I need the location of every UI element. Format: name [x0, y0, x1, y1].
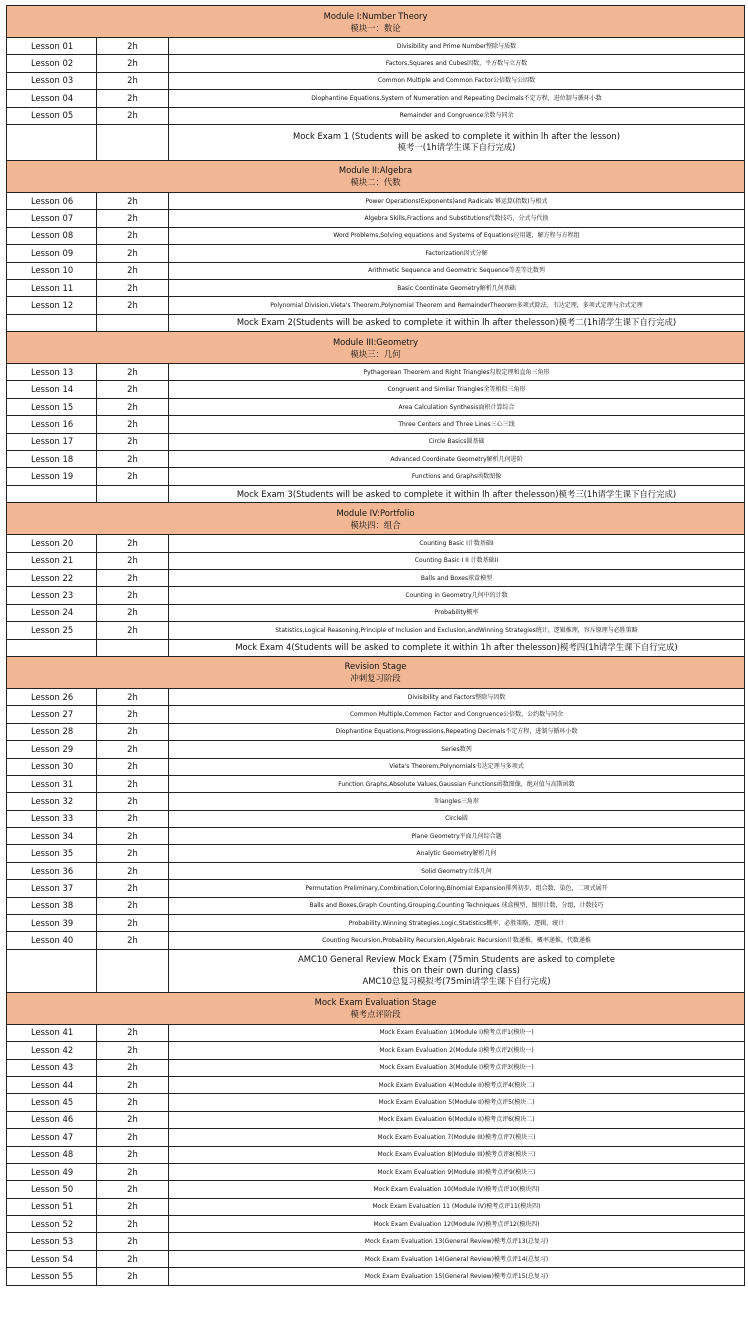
mock-exam-text: [169, 639, 745, 656]
lesson-number: Lesson 46: [7, 1111, 97, 1128]
lesson-topic: Word Problems,Solving equations and Systems of Equations应用题，解方程与方程组: [169, 227, 745, 244]
lesson-number: Lesson 39: [7, 915, 97, 932]
lesson-number: Lesson 35: [7, 845, 97, 862]
lesson-row: [7, 107, 745, 124]
section-title: Module I:Number Theory: [323, 10, 428, 21]
lesson-topic: Balls and Boxes,Graph Counting,Grouping,Counting Techniques 球盒模型，图形计数，分组，计数技巧: [169, 897, 745, 914]
lesson-number: Lesson 52: [7, 1216, 97, 1233]
lesson-topic: Counting Basic I II 计数基础II: [169, 552, 745, 569]
lesson-topic: Mock Exam Evaluation 6(Module II)模考点评6(模块二): [169, 1111, 745, 1128]
lesson-row: [7, 1146, 745, 1163]
lesson-hours: 2h: [97, 1094, 169, 1111]
lesson-number: Lesson 16: [7, 416, 97, 433]
mock-empty-cell: [7, 124, 97, 160]
section-header-cell: [7, 503, 745, 535]
lesson-number: Lesson 40: [7, 932, 97, 949]
lesson-row: [7, 1268, 745, 1285]
mock-exam-line: AMC10 General Review Mock Exam (75min Students are asked to complete: [298, 954, 615, 965]
lesson-number: Lesson 24: [7, 604, 97, 621]
lesson-row: [7, 192, 745, 209]
lesson-hours: 2h: [97, 587, 169, 604]
lesson-row: [7, 398, 745, 415]
lesson-row: [7, 1059, 745, 1076]
lesson-topic: Congruent and Similar Triangles全等相似三角形: [169, 381, 745, 398]
lesson-hours: 2h: [97, 297, 169, 314]
lesson-number: Lesson 42: [7, 1042, 97, 1059]
lesson-hours: 2h: [97, 775, 169, 792]
lesson-number: Lesson 34: [7, 828, 97, 845]
lesson-topic: Mock Exam Evaluation 3(Module I)模考点评3(模块一): [169, 1059, 745, 1076]
lesson-hours: 2h: [97, 210, 169, 227]
mock-empty-cell: [7, 949, 97, 992]
lesson-topic: Counting Basic I计数基础I: [169, 535, 745, 552]
lesson-row: [7, 810, 745, 827]
section-subtitle: 模块四：组合: [350, 519, 401, 530]
mock-exam-line: Mock Exam 1 (Students will be asked to complete it within lh after the lesson): [293, 131, 620, 142]
lesson-number: Lesson 27: [7, 706, 97, 723]
lesson-number: Lesson 49: [7, 1163, 97, 1180]
lesson-hours: 2h: [97, 279, 169, 296]
lesson-hours: 2h: [97, 1250, 169, 1267]
lesson-number: Lesson 22: [7, 569, 97, 586]
lesson-topic: Mock Exam Evaluation 1(Module I)模考点评1(模块一): [169, 1024, 745, 1041]
lesson-topic: Probability概率: [169, 604, 745, 621]
lesson-topic: Functions and Graphs函数图像: [169, 468, 745, 485]
section-subtitle: 模块三：几何: [350, 348, 401, 359]
lesson-hours: 2h: [97, 758, 169, 775]
lesson-hours: 2h: [97, 398, 169, 415]
lesson-hours: 2h: [97, 262, 169, 279]
lesson-row: [7, 932, 745, 949]
mock-exam-line: 模考一(1h请学生课下自行完成): [397, 142, 516, 153]
mock-exam-text: [169, 485, 745, 502]
lesson-number: Lesson 09: [7, 245, 97, 262]
lesson-row: [7, 72, 745, 89]
lesson-number: Lesson 17: [7, 433, 97, 450]
mock-empty-cell: [97, 949, 169, 992]
lesson-topic: Three Centers and Three Lines三心三线: [169, 416, 745, 433]
mock-empty-cell: [97, 314, 169, 331]
lesson-topic: Mock Exam Evaluation 13(General Review)模考点评13(总复习): [169, 1233, 745, 1250]
lesson-hours: 2h: [97, 1233, 169, 1250]
lesson-row: [7, 897, 745, 914]
lesson-topic: Common Multiple and Common Factor公倍数与公因数: [169, 72, 745, 89]
lesson-number: Lesson 43: [7, 1059, 97, 1076]
lesson-number: Lesson 13: [7, 364, 97, 381]
lesson-row: [7, 758, 745, 775]
mock-exam-row: [7, 639, 745, 656]
lesson-row: [7, 1233, 745, 1250]
lesson-hours: 2h: [97, 828, 169, 845]
lesson-row: [7, 364, 745, 381]
lesson-number: Lesson 10: [7, 262, 97, 279]
lesson-topic: Algebra Skills,Fractions and Substitutions代数技巧，分式与代换: [169, 210, 745, 227]
lesson-row: [7, 862, 745, 879]
lesson-number: Lesson 51: [7, 1198, 97, 1215]
lesson-row: [7, 279, 745, 296]
course-schedule: [6, 5, 744, 1286]
mock-exam-line: Mock Exam 4(Students will be asked to complete it within 1h after thelesson)模考四(1h请学生课下自行完成): [235, 642, 678, 653]
lesson-topic: Permutation Preliminary,Combination,Coloring,Binomial Expansion排列初步，组合数，染色，二项式展开: [169, 880, 745, 897]
lesson-hours: 2h: [97, 932, 169, 949]
lesson-hours: 2h: [97, 552, 169, 569]
lesson-hours: 2h: [97, 706, 169, 723]
lesson-topic: Factors,Squares and Cubes因数，平方数与立方数: [169, 55, 745, 72]
lesson-hours: 2h: [97, 741, 169, 758]
section-header-cell: [7, 160, 745, 192]
section-title: Module IV:Portfolio: [336, 507, 415, 518]
lesson-number: Lesson 14: [7, 381, 97, 398]
lesson-topic: Mock Exam Evaluation 11 (Module IV)模考点评11(模块四): [169, 1198, 745, 1215]
lesson-number: Lesson 48: [7, 1146, 97, 1163]
mock-exam-text: [169, 124, 745, 160]
lesson-number: Lesson 33: [7, 810, 97, 827]
lesson-row: [7, 1181, 745, 1198]
lesson-hours: 2h: [97, 1216, 169, 1233]
section-header-cell: [7, 332, 745, 364]
section-header: [7, 6, 745, 38]
lesson-number: Lesson 11: [7, 279, 97, 296]
lesson-topic: Pythagorean Theorem and Right Triangles勾股定理和直角三角形: [169, 364, 745, 381]
lesson-row: [7, 90, 745, 107]
section-header: [7, 503, 745, 535]
lesson-row: [7, 1216, 745, 1233]
lesson-hours: 2h: [97, 227, 169, 244]
mock-empty-cell: [97, 124, 169, 160]
lesson-row: [7, 828, 745, 845]
lesson-number: Lesson 53: [7, 1233, 97, 1250]
mock-exam-row: [7, 485, 745, 502]
lesson-row: [7, 416, 745, 433]
section-subtitle: 模考点评阶段: [350, 1009, 401, 1020]
lesson-number: Lesson 18: [7, 451, 97, 468]
mock-empty-cell: [7, 314, 97, 331]
lesson-topic: Plane Geometry平面几何综合题: [169, 828, 745, 845]
mock-exam-line: Mock Exam 2(Students will be asked to complete it within lh after thelesson)模考二(1h请学生课下自行完成): [236, 317, 677, 328]
lesson-row: [7, 227, 745, 244]
lesson-row: [7, 1129, 745, 1146]
lesson-number: Lesson 31: [7, 775, 97, 792]
lesson-number: Lesson 26: [7, 688, 97, 705]
lesson-topic: Triangles三角形: [169, 793, 745, 810]
lesson-number: Lesson 41: [7, 1024, 97, 1041]
section-header: [7, 992, 745, 1024]
mock-exam-row: [7, 949, 745, 992]
lesson-topic: Mock Exam Evaluation 5(Module II)模考点评5(模块二): [169, 1094, 745, 1111]
lesson-number: Lesson 29: [7, 741, 97, 758]
lesson-topic: Circle Basics圆基础: [169, 433, 745, 450]
section-subtitle: 模块二：代数: [350, 177, 401, 188]
lesson-hours: 2h: [97, 793, 169, 810]
lesson-hours: 2h: [97, 845, 169, 862]
lesson-row: [7, 38, 745, 55]
lesson-topic: Solid Geometry立体几何: [169, 862, 745, 879]
lesson-topic: Statistics,Logical Reasoning,Principle of Inclusion and Exclusion,andWinning Strategies统计，逻辑推理，容斥原理与必胜策略: [169, 622, 745, 639]
section-header-cell: [7, 992, 745, 1024]
lesson-topic: Remainder and Congruence余数与同余: [169, 107, 745, 124]
section-header-cell: [7, 6, 745, 38]
lesson-topic: Counting in Geometry几何中的计数: [169, 587, 745, 604]
lesson-topic: Mock Exam Evaluation 9(Module III)模考点评9(模块三): [169, 1163, 745, 1180]
mock-exam-text: [169, 949, 745, 992]
lesson-hours: 2h: [97, 381, 169, 398]
lesson-topic: Advanced Coordinate Geometry解析几何进阶: [169, 451, 745, 468]
lesson-number: Lesson 03: [7, 72, 97, 89]
lesson-hours: 2h: [97, 1268, 169, 1285]
lesson-hours: 2h: [97, 1059, 169, 1076]
lesson-number: Lesson 21: [7, 552, 97, 569]
lesson-row: [7, 604, 745, 621]
lesson-number: Lesson 32: [7, 793, 97, 810]
lesson-number: Lesson 04: [7, 90, 97, 107]
lesson-topic: Mock Exam Evaluation 4(Module II)模考点评4(模块二): [169, 1076, 745, 1093]
lesson-topic: Counting Recursion,Probability Recursion,Algebraic Recursion计数递推，概率递推，代数递推: [169, 932, 745, 949]
lesson-hours: 2h: [97, 915, 169, 932]
lesson-row: [7, 775, 745, 792]
lesson-hours: 2h: [97, 1024, 169, 1041]
lesson-number: Lesson 47: [7, 1129, 97, 1146]
section-header: [7, 160, 745, 192]
lesson-hours: 2h: [97, 1129, 169, 1146]
lesson-hours: 2h: [97, 451, 169, 468]
lesson-row: [7, 723, 745, 740]
lesson-topic: Mock Exam Evaluation 2(Module I)模考点评2(模块一): [169, 1042, 745, 1059]
lesson-hours: 2h: [97, 1181, 169, 1198]
lesson-topic: Series数列: [169, 741, 745, 758]
lesson-row: [7, 793, 745, 810]
section-header: [7, 656, 745, 688]
lesson-row: [7, 210, 745, 227]
lesson-number: Lesson 54: [7, 1250, 97, 1267]
lesson-topic: Mock Exam Evaluation 15(General Review)模考点评15(总复习): [169, 1268, 745, 1285]
lesson-number: Lesson 25: [7, 622, 97, 639]
lesson-hours: 2h: [97, 897, 169, 914]
lesson-row: [7, 688, 745, 705]
lesson-hours: 2h: [97, 55, 169, 72]
lesson-row: [7, 245, 745, 262]
lesson-number: Lesson 36: [7, 862, 97, 879]
lesson-number: Lesson 12: [7, 297, 97, 314]
lesson-hours: 2h: [97, 535, 169, 552]
lesson-topic: Power Operations(Exponents)and Radicals 幂运算(指数)与根式: [169, 192, 745, 209]
lesson-topic: Diophantine Equations,System of Numeration and Repeating Decimals不定方程，进位制与循环小数: [169, 90, 745, 107]
lesson-number: Lesson 02: [7, 55, 97, 72]
lesson-topic: Arithmetic Sequence and Geometric Sequence等差等比数列: [169, 262, 745, 279]
lesson-row: [7, 433, 745, 450]
section-header-cell: [7, 656, 745, 688]
lesson-row: [7, 741, 745, 758]
lesson-hours: 2h: [97, 90, 169, 107]
schedule-table: [6, 5, 745, 1286]
lesson-topic: Divisibility and Factors整除与因数: [169, 688, 745, 705]
section-title: Mock Exam Evaluation Stage: [314, 997, 437, 1008]
mock-empty-cell: [7, 639, 97, 656]
mock-empty-cell: [7, 485, 97, 502]
lesson-topic: Vieta's Theorem,Polynomials韦达定理与多项式: [169, 758, 745, 775]
lesson-number: Lesson 23: [7, 587, 97, 604]
lesson-hours: 2h: [97, 569, 169, 586]
lesson-topic: Common Multiple,Common Factor and Congruence公倍数，公约数与同余: [169, 706, 745, 723]
mock-exam-row: [7, 314, 745, 331]
lesson-number: Lesson 20: [7, 535, 97, 552]
lesson-row: [7, 1163, 745, 1180]
lesson-row: [7, 1042, 745, 1059]
lesson-topic: Probability,Winning Strategies,Logic,Statistics概率，必胜策略，逻辑，统计: [169, 915, 745, 932]
lesson-number: Lesson 45: [7, 1094, 97, 1111]
lesson-hours: 2h: [97, 810, 169, 827]
lesson-topic: Analytic Geometry解析几何: [169, 845, 745, 862]
section-title: Revision Stage: [344, 661, 407, 672]
lesson-topic: Polynomial Division,Vieta's Theorem,Polynomial Theorem and RemainderTheorem多项式除法，韦达定理，多项式定理与余式定理: [169, 297, 745, 314]
lesson-row: [7, 55, 745, 72]
schedule-body: [7, 6, 745, 1286]
lesson-row: [7, 552, 745, 569]
lesson-row: [7, 569, 745, 586]
lesson-number: Lesson 30: [7, 758, 97, 775]
mock-exam-line: AMC10总复习模拟考(75min请学生课下自行完成): [362, 976, 551, 987]
lesson-topic: Function Graphs,Absolute Values,Gaussian Functions函数图像，绝对值与高斯函数: [169, 775, 745, 792]
lesson-topic: Area Calculation Synthesis面积计算综合: [169, 398, 745, 415]
lesson-hours: 2h: [97, 192, 169, 209]
lesson-row: [7, 381, 745, 398]
section-subtitle: 模块一：数论: [350, 22, 401, 33]
lesson-hours: 2h: [97, 862, 169, 879]
lesson-hours: 2h: [97, 1198, 169, 1215]
lesson-row: [7, 297, 745, 314]
lesson-topic: Mock Exam Evaluation 14(General Review)模考点评14(总复习): [169, 1250, 745, 1267]
lesson-row: [7, 535, 745, 552]
lesson-hours: 2h: [97, 364, 169, 381]
lesson-hours: 2h: [97, 1076, 169, 1093]
lesson-row: [7, 915, 745, 932]
lesson-hours: 2h: [97, 107, 169, 124]
lesson-hours: 2h: [97, 245, 169, 262]
lesson-hours: 2h: [97, 72, 169, 89]
lesson-hours: 2h: [97, 433, 169, 450]
lesson-topic: Divisibility and Prime Number整除与质数: [169, 38, 745, 55]
lesson-hours: 2h: [97, 1146, 169, 1163]
mock-exam-line: this on their own during class): [393, 965, 520, 976]
lesson-hours: 2h: [97, 723, 169, 740]
lesson-hours: 2h: [97, 604, 169, 621]
lesson-hours: 2h: [97, 622, 169, 639]
lesson-number: Lesson 01: [7, 38, 97, 55]
section-title: Module II:Algebra: [338, 165, 413, 176]
lesson-row: [7, 1094, 745, 1111]
lesson-number: Lesson 37: [7, 880, 97, 897]
lesson-number: Lesson 50: [7, 1181, 97, 1198]
lesson-hours: 2h: [97, 468, 169, 485]
lesson-number: Lesson 19: [7, 468, 97, 485]
lesson-topic: Mock Exam Evaluation 10(Module IV)模考点评10(模块四): [169, 1181, 745, 1198]
lesson-topic: Mock Exam Evaluation 12(Module IV)模考点评12(模块四): [169, 1216, 745, 1233]
lesson-number: Lesson 08: [7, 227, 97, 244]
lesson-hours: 2h: [97, 38, 169, 55]
lesson-topic: Circle圆: [169, 810, 745, 827]
section-title: Module III:Geometry: [332, 336, 419, 347]
lesson-number: Lesson 44: [7, 1076, 97, 1093]
lesson-row: [7, 262, 745, 279]
lesson-topic: Factorization因式分解: [169, 245, 745, 262]
lesson-row: [7, 1111, 745, 1128]
lesson-number: Lesson 15: [7, 398, 97, 415]
lesson-hours: 2h: [97, 1111, 169, 1128]
mock-exam-line: Mock Exam 3(Students will be asked to complete it within lh after thelesson)模考三(1h请学生课下自行完成): [236, 488, 677, 499]
lesson-number: Lesson 06: [7, 192, 97, 209]
lesson-topic: Basic Coordinate Geometry解析几何基础: [169, 279, 745, 296]
section-subtitle: 冲刺复习阶段: [350, 673, 401, 684]
lesson-topic: Mock Exam Evaluation 7(Module III)模考点评7(模块三): [169, 1129, 745, 1146]
lesson-row: [7, 1024, 745, 1041]
section-header: [7, 332, 745, 364]
lesson-topic: Balls and Boxes球盒模型: [169, 569, 745, 586]
lesson-topic: Diophantine Equations,Progressions,Repeating Decimals不定方程，进制与循环小数: [169, 723, 745, 740]
mock-exam-row: [7, 124, 745, 160]
mock-empty-cell: [97, 485, 169, 502]
lesson-number: Lesson 28: [7, 723, 97, 740]
lesson-row: [7, 880, 745, 897]
lesson-row: [7, 1198, 745, 1215]
lesson-number: Lesson 55: [7, 1268, 97, 1285]
mock-exam-text: [169, 314, 745, 331]
lesson-number: Lesson 38: [7, 897, 97, 914]
lesson-hours: 2h: [97, 1163, 169, 1180]
lesson-number: Lesson 05: [7, 107, 97, 124]
lesson-number: Lesson 07: [7, 210, 97, 227]
lesson-hours: 2h: [97, 880, 169, 897]
lesson-row: [7, 622, 745, 639]
lesson-row: [7, 706, 745, 723]
lesson-row: [7, 587, 745, 604]
lesson-row: [7, 468, 745, 485]
mock-empty-cell: [97, 639, 169, 656]
lesson-hours: 2h: [97, 416, 169, 433]
lesson-hours: 2h: [97, 1042, 169, 1059]
lesson-hours: 2h: [97, 688, 169, 705]
lesson-row: [7, 1250, 745, 1267]
lesson-row: [7, 1076, 745, 1093]
lesson-row: [7, 845, 745, 862]
lesson-topic: Mock Exam Evaluation 8(Module III)模考点评8(模块三): [169, 1146, 745, 1163]
lesson-row: [7, 451, 745, 468]
